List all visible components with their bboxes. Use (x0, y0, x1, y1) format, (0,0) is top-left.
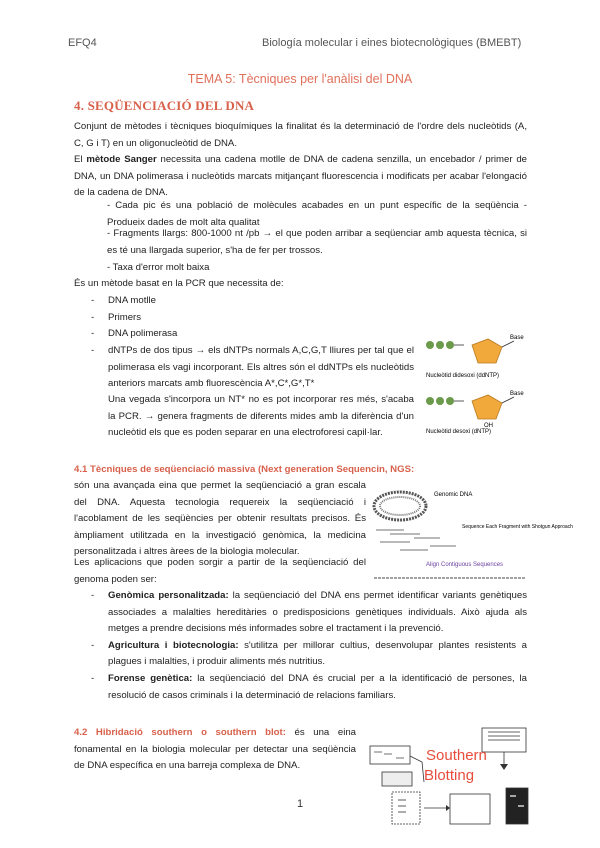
gel-icon (370, 746, 410, 764)
list-item: - Forense genètica: la seqüenciació del DNA és crucial per a la identificació de persones, la resolució de casos criminals i la determinació de relacions familiars. (91, 672, 527, 701)
nucleotide-diagram (422, 333, 532, 433)
align-label: Align Contiguous Sequences (426, 562, 504, 568)
ddntp-label: Nucleòtid didesoxi (ddNTP) (426, 373, 500, 379)
sanger-sub-3: - Taxa d'error molt baixa (107, 262, 210, 273)
page-number: 1 (296, 798, 304, 810)
sanger-bold: mètode Sanger (86, 154, 157, 165)
applications-list (91, 588, 527, 704)
sequence-fragment-label: Sequence Each Fragment with Shotgun Approach (462, 524, 573, 530)
list-item: - Primers (91, 311, 142, 323)
phosphate-icon (436, 397, 444, 405)
blotting-title: Blotting (424, 767, 475, 784)
oh-label: OH (484, 423, 493, 429)
phosphate-icon (426, 341, 434, 349)
phosphate-icon (446, 397, 454, 405)
genomic-dna-label: Genomic DNA (434, 492, 473, 498)
shotgun-figure (370, 484, 573, 584)
southern-title: Southern (426, 747, 487, 764)
header-course-code: EFQ4 (68, 37, 97, 49)
section-4-intro: Conjunt de mètodes i tècniques bioquímiques la finalitat és la determinació de l'ordre dels nucleòtids (A, C, G i T) en un oligonucleòtid de DNA. (74, 121, 527, 149)
dntp-label: Nucleòtid desoxi (dNTP) (426, 429, 492, 435)
section-4-2-paragraph: 4.2 Hibridació southern o southern blot: és una eina fonamental en la biologia molecular per detectar una seqüència de DNA específica en una barreja complexa de DNA. (74, 727, 356, 772)
phosphate-icon (426, 397, 434, 405)
dntp-dash: - (91, 345, 95, 356)
phosphate-icon (446, 341, 454, 349)
section-4-1-text: són una avançada eina que permet la seqüenciació a gran escala del DNA. Aquesta tecnologia requereix la seqüenciació i l'acoblament de les seqüències per obtenir resultats precisos. És àmpliament utilitzada en la investigació genòmica, la medicina personalitzada i altres àrees de la biologia molecular. (74, 480, 366, 558)
list-item: - DNA motlle (91, 295, 156, 306)
applications-intro: Les aplicacions que poden sorgir a partir de la seqüenciació del genoma poden ser: (74, 557, 366, 585)
sanger-sub-1: - Cada pic és una població de molècules acabades en un punt específic de la seqüència - Produeix dades de molt alta qualitat (107, 200, 527, 228)
page-title: TEMA 5: Tècniques per l'anàlisi del DNA (187, 72, 413, 86)
sanger-paragraph: El mètode Sanger necessita una cadena motlle de DNA de cadena senzilla, un encebador / primer de DNA, un DNA polimerasa i nucleòtids marcats mitjançant fluorescencia i modificats per acabar l'elongació de la cadena de DNA. (74, 154, 527, 199)
sugar-ring-icon (472, 395, 502, 419)
base-label: Base (510, 335, 524, 341)
list-item: - Genòmica personalitzada: la seqüenciació del DNA ens permet identificar variants genètiques associades a malalties hereditàries o predisposicions genètiques individuals. Això ajuda als metges a prendre decisions més informades sobre el tractament i la prevenció. (91, 590, 527, 635)
section-4-1-heading: 4.1 Tècniques de seqüenciació massiva (Next generation Sequencin, NGS: (74, 464, 415, 475)
southern-blot-figure (362, 722, 534, 828)
list-item: - Agricultura i biotecnologia: s'utilitza per millorar cultius, desenvolupar plantes resistents a plagues i malalties, i produir aliments més nutritius. (91, 639, 527, 668)
section-4-2-heading: 4.2 Hibridació southern o southern blot: (74, 727, 286, 738)
header-course-title: Biología molecular i eines biotecnològiques (BMEBT) (262, 37, 522, 49)
sanger-sub-2: - Fragments llargs: 800-1000 nt /pb → el que poden arribar a seqüenciar amb aquesta tècnica, si es té una llargada superior, s'ha de fer per trossos. (107, 228, 527, 256)
list-item: - DNA polimerasa (91, 328, 178, 340)
nucleotide-figure (422, 333, 532, 433)
dntp-text-2: Una vegada s'incorpora un NT* no es pot incorporar res més, s'acaba la PCR. → genera fragments de diferents mides amb la diferència d'un nucleòtid els que es poden separar en una electroforesi capil·lar. (108, 394, 414, 439)
sugar-ring-icon (472, 339, 502, 363)
membrane-icon (382, 772, 412, 786)
phosphate-icon (436, 341, 444, 349)
dntp-text: dNTPs de dos tipus → els dNTPs normals A,C,G,T lliures per tal que el polimerasa els vagi incorporant. Els altres són el ddNTPs els nucleòtids anteriors marcats amb fluorescència A*,C*,G*,T* (108, 345, 414, 390)
pcr-intro: És un mètode basat en la PCR que necessita de: (74, 278, 284, 289)
section-4-heading: 4. SEQÜENCIACIÓ DEL DNA (74, 98, 255, 113)
base-label: Base (510, 391, 524, 397)
